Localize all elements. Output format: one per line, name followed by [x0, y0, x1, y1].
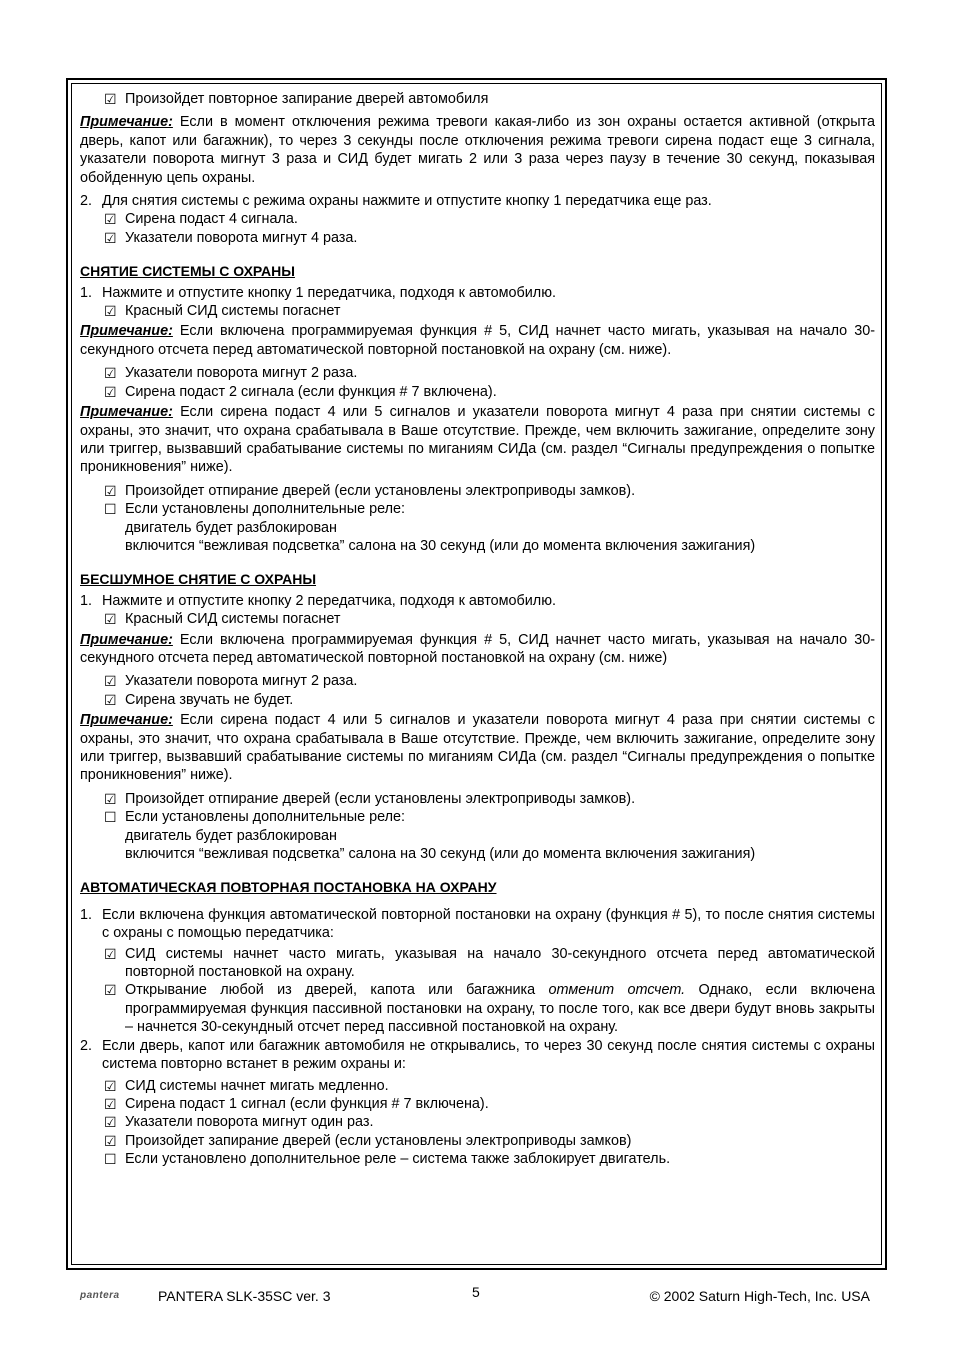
checkbox-unchecked-icon: ☐	[104, 809, 117, 826]
sub-item: включится “вежливая подсветка” салона на 30 секунд (или до момента включения зажигания)	[125, 846, 756, 863]
checkbox-unchecked-icon: ☐	[104, 501, 117, 518]
list-item: ☑ Произойдет запирание дверей (если установлены электроприводы замков)	[104, 1132, 632, 1149]
checkbox-checked-icon: ☑	[104, 1132, 117, 1149]
list-item: ☑ Указатели поворота мигнут 2 раза.	[104, 673, 358, 690]
numbered-step: 1. Если включена функция автоматической повторной постановки на охрану (функция # 5), то после снятия системы с охраны с помощью передатчика:	[80, 906, 875, 942]
list-item: ☐ Если установлены дополнительные реле:	[104, 809, 406, 826]
list-item: ☑ Указатели поворота мигнут 2 раза.	[104, 365, 358, 382]
list-item: ☑ Сирена подаст 2 сигнала (если функция # 7 включена).	[104, 383, 497, 400]
checkbox-checked-icon: ☑	[104, 383, 117, 400]
list-item: ☐ Если установлено дополнительное реле – система также заблокирует двигатель.	[104, 1151, 671, 1168]
numbered-step: 2. Для снятия системы с режима охраны нажмите и отпустите кнопку 1 передатчика еще раз.	[80, 193, 712, 210]
checkbox-checked-icon: ☑	[104, 365, 117, 382]
note: Примечание: Если в момент отключения режима тревоги какая-либо из зон охраны остается активной (открыта дверь, капот или багажник), то через 3 секунды после отключения режима тревоги сирена подаст еще 3 сигнала, указатели поворота мигнут 3 раза и СИД будет мигать 2 или 3 раза через паузу в течение 30 секунд, показывая обойденную цепь охраны.	[80, 114, 875, 186]
list-item: ☑ СИД системы начнет мигать медленно.	[104, 1077, 389, 1094]
note: Примечание: Если сирена подаст 4 или 5 сигналов и указатели поворота мигнут 4 раза при снятии системы с охраны, это значит, что охрана срабатывала в Ваше отсутствие. Прежде, чем включить зажигание, определите зону или триггер, вызвавший срабатывание системы по миганиям СИДа (см. раздел “Сигналы предупреждения о попытке проникновения” ниже).	[80, 712, 875, 784]
section-heading: СНЯТИЕ СИСТЕМЫ С ОХРАНЫ	[80, 263, 295, 280]
list-item: ☑ Указатели поворота мигнут один раз.	[104, 1114, 374, 1131]
sub-item: двигатель будет разблокирован	[125, 519, 337, 536]
note: Примечание: Если включена программируемая функция # 5, СИД начнет часто мигать, указывая на начало 30-секундного отсчета перед автоматической повторной постановкой на охрану (см. ниже).	[80, 323, 875, 358]
sub-item: двигатель будет разблокирован	[125, 827, 337, 844]
list-item: ☑ Произойдет отпирание дверей (если установлены электроприводы замков).	[104, 482, 636, 499]
list-item: ☑ Красный СИД системы погаснет	[104, 611, 341, 628]
numbered-step: 1. Нажмите и отпустите кнопку 2 передатчика, подходя к автомобилю.	[80, 592, 556, 609]
checkbox-checked-icon: ☑	[104, 1114, 117, 1131]
checkbox-checked-icon: ☑	[104, 611, 117, 628]
numbered-step: 2. Если дверь, капот или багажник автомобиля не открывались, то через 30 секунд после снятия системы с охраны система повторно встанет в режим охраны и:	[80, 1037, 875, 1073]
checkbox-checked-icon: ☑	[104, 1077, 117, 1094]
note: Примечание: Если включена программируемая функция # 5, СИД начнет часто мигать, указывая на начало 30-секундного отсчета перед автоматической повторной постановкой на охрану (см. ниже)	[80, 631, 875, 666]
section-heading: АВТОМАТИЧЕСКАЯ ПОВТОРНАЯ ПОСТАНОВКА НА ОХРАНУ	[80, 879, 497, 896]
model-label: PANTERA SLK-35SC ver. 3	[158, 1288, 331, 1304]
checkbox-checked-icon: ☑	[104, 482, 117, 499]
pantera-logo: pantera	[80, 1290, 120, 1301]
checkbox-checked-icon: ☑	[104, 945, 117, 962]
document-body	[80, 90, 875, 1169]
checkbox-checked-icon: ☑	[104, 211, 117, 228]
copyright: © 2002 Saturn High-Tech, Inc. USA	[649, 1288, 870, 1304]
list-item: ☑ Открывание любой из дверей, капота или багажника отменит отсчет. Однако, если включена программируемая функция пассивной постановки на охрану, то после того, как все двери будут вновь закрыты – начнется 30-секундный отсчет перед пассивной постановкой на охрану.	[104, 982, 875, 1036]
list-item: ☑ Произойдет повторное запирание дверей автомобиля	[104, 91, 489, 107]
page-number: 5	[472, 1284, 480, 1300]
checkbox-checked-icon: ☑	[104, 303, 117, 320]
list-item: ☐ Если установлены дополнительные реле:	[104, 501, 406, 518]
note: Примечание: Если сирена подаст 4 или 5 сигналов и указатели поворота мигнут 4 раза при снятии системы с охраны, это значит, что охрана срабатывала в Ваше отсутствие. Прежде, чем включить зажигание, определите зону или триггер, вызвавший срабатывание системы по миганиям СИДа (см. раздел “Сигналы предупреждения о попытке проникновения” ниже).	[80, 404, 875, 476]
checkbox-unchecked-icon: ☐	[104, 1151, 117, 1168]
checkbox-checked-icon: ☑	[104, 1095, 117, 1112]
list-item: ☑ СИД системы начнет часто мигать, указывая на начало 30-секундного отсчета перед автоматической повторной постановкой на охрану.	[104, 945, 875, 981]
section-heading: БЕСШУМНОЕ СНЯТИЕ С ОХРАНЫ	[80, 571, 317, 588]
checkbox-checked-icon: ☑	[104, 790, 117, 807]
sub-item: включится “вежливая подсветка” салона на 30 секунд (или до момента включения зажигания)	[125, 537, 756, 554]
checkbox-checked-icon: ☑	[104, 691, 117, 708]
checkbox-checked-icon: ☑	[104, 229, 117, 246]
checkbox-checked-icon: ☑	[104, 673, 117, 690]
checkbox-checked-icon: ☑	[104, 91, 117, 107]
list-item: ☑ Красный СИД системы погаснет	[104, 303, 341, 320]
list-item: ☑ Сирена подаст 4 сигнала.	[104, 211, 298, 228]
checkbox-checked-icon: ☑	[104, 982, 117, 999]
list-item: ☑ Указатели поворота мигнут 4 раза.	[104, 229, 358, 246]
list-item: ☑ Произойдет отпирание дверей (если установлены электроприводы замков).	[104, 790, 636, 807]
numbered-step: 1. Нажмите и отпустите кнопку 1 передатчика, подходя к автомобилю.	[80, 284, 556, 301]
list-item: ☑ Сирена звучать не будет.	[104, 691, 294, 708]
list-item: ☑ Сирена подаст 1 сигнал (если функция # 7 включена).	[104, 1095, 489, 1112]
